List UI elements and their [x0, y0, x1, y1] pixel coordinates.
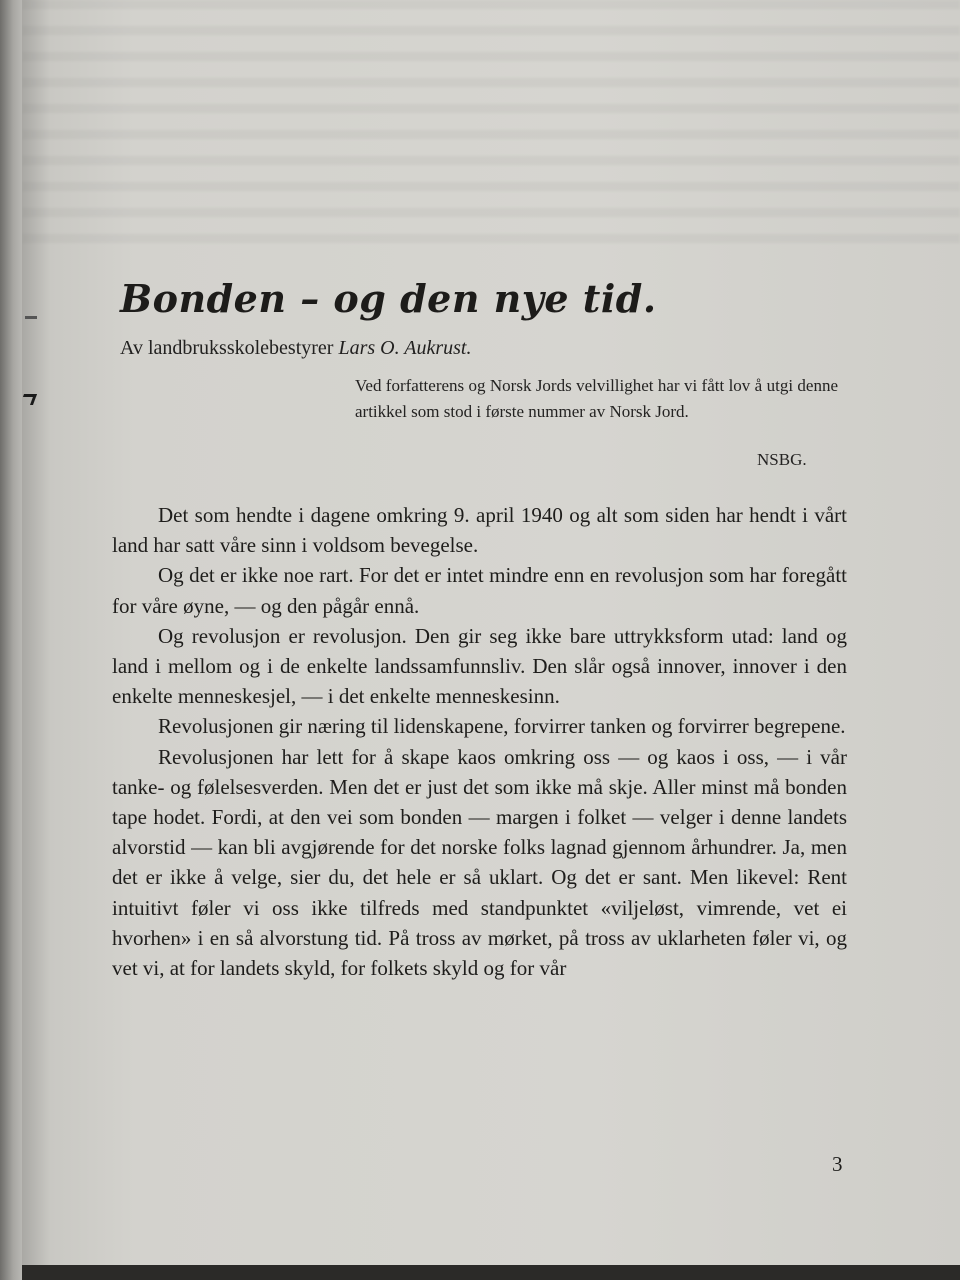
paragraph: Revolusjonen har lett for å skape kaos omkring oss — og kaos i oss, — i vår tanke- og følelsesverden. Men det er just det som ikke må skje. Aller minst må bonden tape hodet. Fordi, at den vei som bonden — margen i folket — velger i denne landets alvorstid — kan bli avgjørende for det norske folks lagnad gjennom århundrer. Ja, men det er ikke å velge, sier du, det hele er så uklart. Og det er sant. Men likevel: Rent intuitivt føler vi oss ikke tilfreds med standpunktet «viljeløst, vimrende, vet ei hvorhen» i en så alvorstung tid. På tross av mørket, på tross av uklarheten føler vi, og vet vi, at for landets skyld, for folkets skyld og for vår	[112, 744, 847, 981]
book-spine	[0, 0, 22, 1280]
editor-note: Ved forfatterens og Norsk Jords velvillighet har vi fått lov å utgi denne artikkel som stod i første nummer av Norsk Jord.	[355, 376, 838, 421]
binding-thread	[25, 316, 37, 319]
paragraph: Revolusjonen gir næring til lidenskapene, forvirrer tanken og forvirrer begrepene.	[158, 714, 846, 739]
byline	[120, 337, 471, 360]
author-name: Lars O. Aukrust.	[338, 337, 472, 359]
binding-mark	[22, 394, 37, 405]
page-number: 3	[832, 1152, 843, 1176]
editor-signature: NSBG.	[757, 450, 807, 469]
show-through-text	[22, 0, 960, 260]
book-page	[22, 0, 960, 1265]
article-title: Bonden – og den nye tid.	[120, 276, 657, 321]
paragraph: Og revolusjon er revolusjon. Den gir seg ikke bare uttrykksform utad: land og land i mellom og i de enkelte landssamfunnsliv. Den slår også innover, innover i den enkelte menneskesjel, — i det enkelte menneskesinn.	[112, 623, 847, 709]
paragraph: Det som hendte i dagene omkring 9. april 1940 og alt som siden har hendt i vårt land har satt våre sinn i voldsom bevegelse.	[112, 503, 847, 558]
byline-prefix: Av landbruksskolebestyrer	[120, 337, 334, 359]
paragraph: Og det er ikke noe rart. For det er intet mindre enn en revolusjon som har foregått for våre øyne, — og den pågår ennå.	[112, 563, 847, 618]
article-body	[112, 500, 847, 983]
